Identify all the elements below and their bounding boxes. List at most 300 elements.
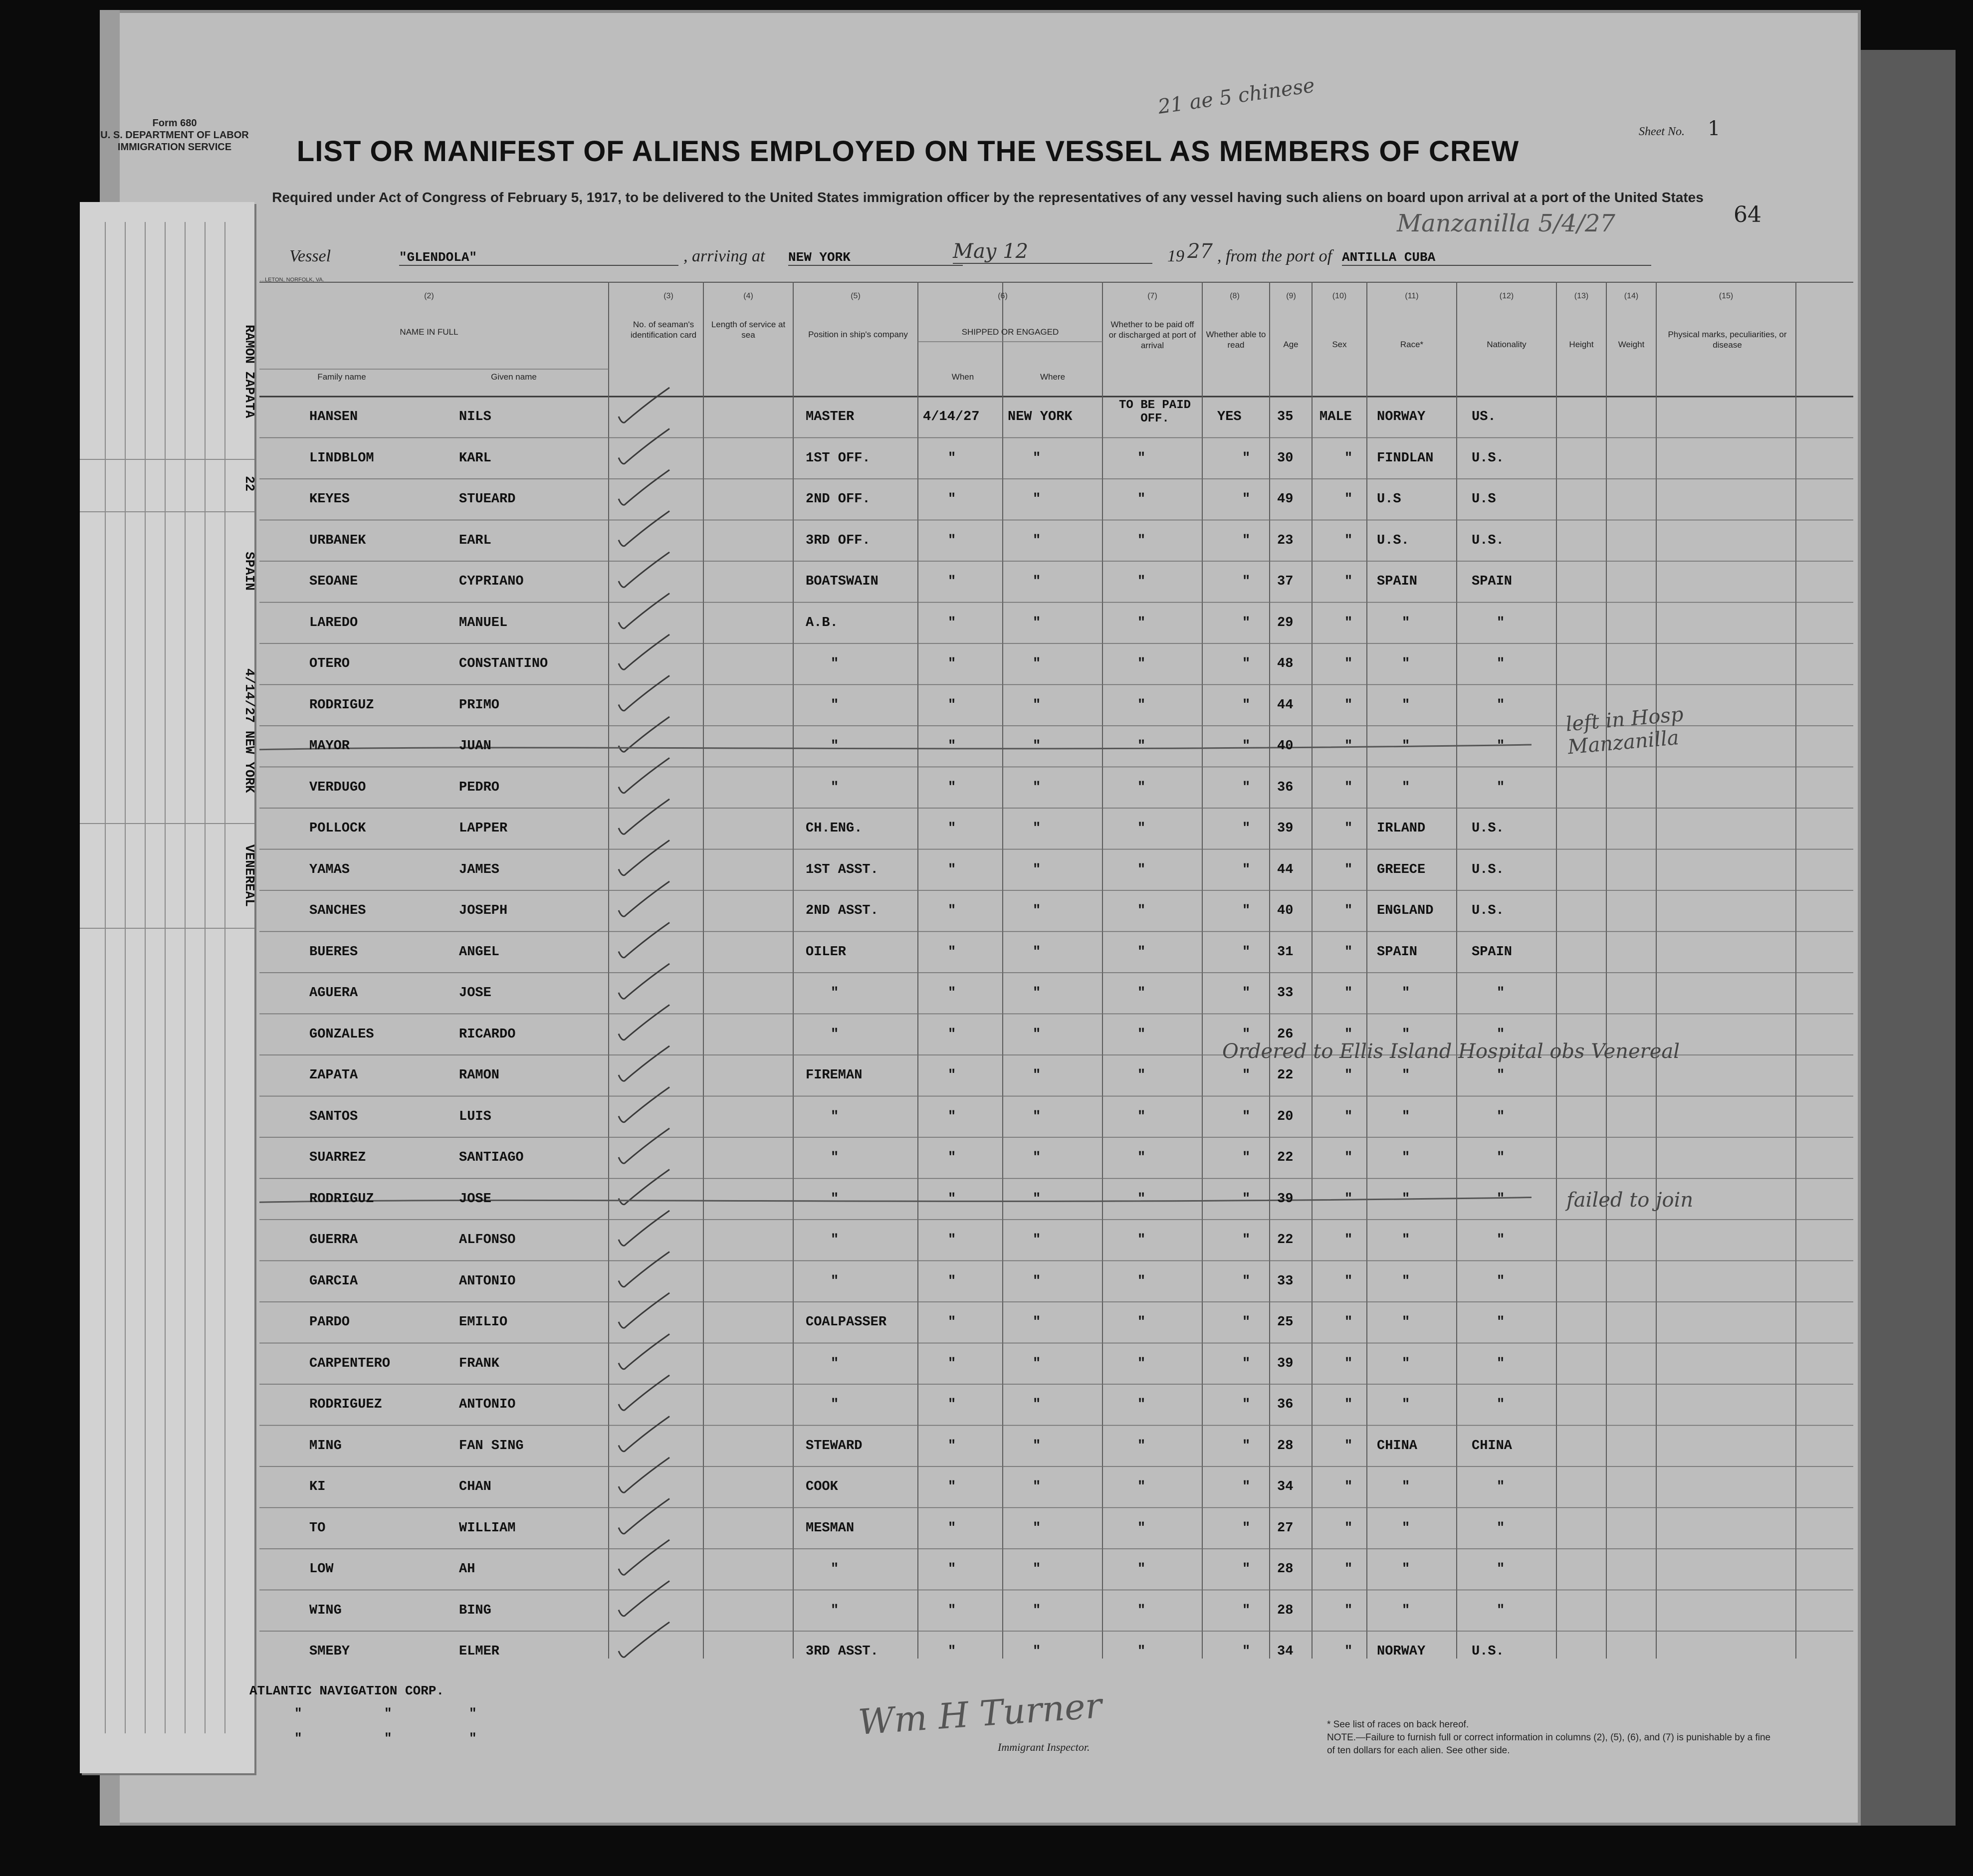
when-cell: " bbox=[948, 450, 956, 466]
position-cell: " bbox=[831, 1397, 839, 1412]
age-cell: 28 bbox=[1277, 1603, 1294, 1618]
race-cell: " bbox=[1402, 615, 1410, 630]
column-header-able-read: Whether able to read bbox=[1206, 330, 1266, 350]
able-read-cell: " bbox=[1242, 1603, 1251, 1618]
when-cell: " bbox=[948, 656, 956, 671]
nationality-cell: " bbox=[1497, 1315, 1505, 1330]
given-name-cell: CHAN bbox=[459, 1479, 491, 1494]
position-cell: MASTER bbox=[806, 410, 855, 424]
age-cell: 39 bbox=[1277, 1356, 1294, 1371]
given-name-cell: KARL bbox=[459, 450, 491, 466]
sex-cell: " bbox=[1344, 450, 1353, 466]
race-cell: " bbox=[1402, 1109, 1410, 1124]
nationality-cell: " bbox=[1497, 1233, 1505, 1248]
when-cell: 4/14/27 bbox=[923, 410, 980, 424]
column-header-given-name: Given name bbox=[491, 372, 537, 382]
position-cell: 1ST OFF. bbox=[806, 450, 871, 466]
year-suffix: 27 bbox=[1187, 240, 1213, 263]
paid-off-cell: " bbox=[1137, 1150, 1146, 1165]
position-cell: " bbox=[831, 1191, 839, 1207]
able-read-cell: " bbox=[1242, 574, 1251, 589]
race-cell: " bbox=[1402, 697, 1410, 713]
position-cell: COOK bbox=[806, 1479, 838, 1494]
able-read-cell: " bbox=[1242, 1479, 1251, 1494]
column-number: (15) bbox=[1719, 292, 1734, 300]
column-number: (14) bbox=[1624, 292, 1639, 300]
given-name-cell: PRIMO bbox=[459, 697, 500, 713]
given-name-cell: NILS bbox=[459, 410, 491, 424]
column-number: (3) bbox=[663, 292, 673, 300]
race-cell: NORWAY bbox=[1377, 410, 1426, 424]
where-cell: " bbox=[1033, 492, 1041, 507]
annotation-ellis-island: Ordered to Ellis Island Hospital obs Venereal bbox=[1222, 1040, 1680, 1063]
nationality-cell: " bbox=[1497, 697, 1505, 713]
given-name-cell: PEDRO bbox=[459, 780, 500, 795]
family-name-cell: POLLOCK bbox=[309, 821, 366, 836]
position-cell: " bbox=[831, 1562, 839, 1577]
column-number: (7) bbox=[1147, 292, 1157, 300]
position-cell: 2ND ASST. bbox=[806, 903, 878, 918]
age-cell: 36 bbox=[1277, 1397, 1294, 1412]
age-cell: 35 bbox=[1277, 410, 1294, 424]
sex-cell: " bbox=[1344, 1109, 1353, 1124]
position-cell: " bbox=[831, 739, 839, 754]
column-header-nationality: Nationality bbox=[1487, 340, 1527, 349]
column-number: (10) bbox=[1332, 292, 1347, 300]
paid-off-cell: " bbox=[1137, 1273, 1146, 1289]
age-cell: 34 bbox=[1277, 1644, 1294, 1659]
given-name-cell: JAMES bbox=[459, 862, 500, 877]
where-cell: " bbox=[1033, 697, 1041, 713]
age-cell: 39 bbox=[1277, 821, 1294, 836]
handwritten-top-note: 21 ae 5 chinese bbox=[1156, 74, 1316, 119]
sex-cell: " bbox=[1344, 1027, 1353, 1042]
nationality-cell: U.S. bbox=[1472, 533, 1504, 548]
paid-off-cell: " bbox=[1137, 903, 1146, 918]
nationality-cell: SPAIN bbox=[1472, 944, 1513, 960]
where-cell: " bbox=[1033, 739, 1041, 754]
able-read-cell: " bbox=[1242, 450, 1251, 466]
form-number: Form 680 bbox=[152, 118, 197, 129]
able-read-cell: " bbox=[1242, 1356, 1251, 1371]
given-name-cell: JOSE bbox=[459, 986, 491, 1001]
family-name-cell: KEYES bbox=[309, 492, 350, 507]
race-cell: " bbox=[1402, 986, 1410, 1001]
where-cell: " bbox=[1033, 821, 1041, 836]
given-name-cell: JUAN bbox=[459, 739, 491, 754]
sex-cell: " bbox=[1344, 492, 1353, 507]
slip-disease: VENEREAL bbox=[242, 844, 257, 907]
race-cell: NORWAY bbox=[1377, 1644, 1426, 1659]
column-header-weight: Weight bbox=[1618, 340, 1645, 349]
family-name-cell: GUERRA bbox=[309, 1233, 358, 1248]
vessel-name: "GLENDOLA" bbox=[399, 250, 678, 266]
family-name-cell: SUARREZ bbox=[309, 1150, 366, 1165]
slip-date-place: 4/14/27 NEW YORK bbox=[242, 668, 257, 793]
table-row bbox=[259, 1466, 1853, 1508]
sex-cell: " bbox=[1344, 533, 1353, 548]
age-cell: 27 bbox=[1277, 1520, 1294, 1536]
slip-line bbox=[145, 222, 146, 1733]
sex-cell: " bbox=[1344, 1150, 1353, 1165]
position-cell: " bbox=[831, 697, 839, 713]
column-header-where: Where bbox=[1040, 372, 1066, 382]
given-name-cell: CYPRIANO bbox=[459, 574, 524, 589]
paid-off-cell: " bbox=[1137, 1644, 1146, 1659]
nationality-cell: " bbox=[1497, 656, 1505, 671]
when-cell: " bbox=[948, 739, 956, 754]
sex-cell: " bbox=[1344, 697, 1353, 713]
race-cell: ENGLAND bbox=[1377, 903, 1434, 918]
when-cell: " bbox=[948, 1191, 956, 1207]
paid-off-cell: " bbox=[1137, 1562, 1146, 1577]
family-name-cell: SEOANE bbox=[309, 574, 358, 589]
nationality-cell: U.S. bbox=[1472, 903, 1504, 918]
family-name-cell: SMEBY bbox=[309, 1644, 350, 1659]
sex-cell: " bbox=[1344, 903, 1353, 918]
nationality-cell: " bbox=[1497, 780, 1505, 795]
signature-label: Immigrant Inspector. bbox=[998, 1741, 1090, 1753]
position-cell: " bbox=[831, 1150, 839, 1165]
column-header-paid-off: Whether to be paid off or discharged at port of arrival bbox=[1108, 320, 1196, 350]
when-cell: " bbox=[948, 1233, 956, 1248]
given-name-cell: BING bbox=[459, 1603, 491, 1618]
age-cell: 22 bbox=[1277, 1233, 1294, 1248]
nationality-cell: " bbox=[1497, 986, 1505, 1001]
company-ditto: " bbox=[384, 1706, 392, 1721]
when-cell: " bbox=[948, 1356, 956, 1371]
where-cell: " bbox=[1033, 574, 1041, 589]
column-number: (8) bbox=[1230, 292, 1240, 300]
position-cell: MESMAN bbox=[806, 1520, 855, 1536]
position-cell: STEWARD bbox=[806, 1438, 863, 1454]
position-cell: 3RD OFF. bbox=[806, 533, 871, 548]
column-number: (4) bbox=[743, 292, 753, 300]
paid-off-cell: " bbox=[1137, 780, 1146, 795]
paid-off-cell: " bbox=[1137, 615, 1146, 630]
family-name-cell: VERDUGO bbox=[309, 780, 366, 795]
age-cell: 33 bbox=[1277, 986, 1294, 1001]
when-cell: " bbox=[948, 1273, 956, 1289]
sex-cell: " bbox=[1344, 615, 1353, 630]
position-cell: " bbox=[831, 780, 839, 795]
slip-line bbox=[105, 222, 106, 1733]
position-cell: " bbox=[831, 986, 839, 1001]
able-read-cell: " bbox=[1242, 697, 1251, 713]
where-cell: " bbox=[1033, 1027, 1041, 1042]
age-cell: 31 bbox=[1277, 944, 1294, 960]
age-cell: 22 bbox=[1277, 1150, 1294, 1165]
slip-nationality: SPAIN bbox=[242, 551, 257, 591]
given-name-cell: ELMER bbox=[459, 1644, 500, 1659]
paid-off-cell: " bbox=[1137, 1479, 1146, 1494]
position-cell: 2ND OFF. bbox=[806, 492, 871, 507]
position-cell: OILER bbox=[806, 944, 847, 960]
paid-off-cell: " bbox=[1137, 450, 1146, 466]
sex-cell: " bbox=[1344, 1233, 1353, 1248]
manifest-table bbox=[259, 282, 1861, 1659]
given-name-cell: EMILIO bbox=[459, 1315, 508, 1330]
nationality-cell: U.S bbox=[1472, 492, 1496, 507]
footer-notes bbox=[1327, 1718, 1776, 1757]
when-cell: " bbox=[948, 1315, 956, 1330]
table-row bbox=[259, 973, 1853, 1014]
able-read-cell: " bbox=[1242, 615, 1251, 630]
given-name-cell: ANGEL bbox=[459, 944, 500, 960]
age-cell: 20 bbox=[1277, 1109, 1294, 1124]
family-name-cell: CARPENTERO bbox=[309, 1356, 391, 1371]
column-header-shipped: SHIPPED OR ENGAGED bbox=[961, 327, 1059, 337]
where-cell: " bbox=[1033, 944, 1041, 960]
nationality-cell: U.S. bbox=[1472, 821, 1504, 836]
vessel-line bbox=[289, 240, 1786, 277]
table-row bbox=[259, 520, 1853, 562]
company-ditto: " bbox=[384, 1731, 392, 1746]
when-cell: " bbox=[948, 1397, 956, 1412]
age-cell: 34 bbox=[1277, 1479, 1294, 1494]
paid-off-cell: " bbox=[1137, 1233, 1146, 1248]
column-header-race: Race* bbox=[1400, 340, 1424, 349]
pasted-slip bbox=[80, 202, 257, 1773]
annotation-failed-to-join: failed to join bbox=[1566, 1188, 1694, 1212]
sex-cell: " bbox=[1344, 780, 1353, 795]
column-header-position: Position in ship's company bbox=[808, 330, 908, 339]
company-name: ATLANTIC NAVIGATION CORP. bbox=[249, 1683, 444, 1698]
able-read-cell: " bbox=[1242, 862, 1251, 877]
column-number: (9) bbox=[1286, 292, 1296, 300]
race-cell: IRLAND bbox=[1377, 821, 1426, 836]
able-read-cell: " bbox=[1242, 1068, 1251, 1083]
when-cell: " bbox=[948, 1068, 956, 1083]
given-name-cell: ANTONIO bbox=[459, 1273, 516, 1289]
age-cell: 26 bbox=[1277, 1027, 1294, 1042]
where-cell: " bbox=[1033, 1562, 1041, 1577]
where-cell: " bbox=[1033, 1520, 1041, 1536]
paid-off-cell: " bbox=[1137, 533, 1146, 548]
paid-off-cell: " bbox=[1137, 1191, 1146, 1207]
paid-off-cell: " bbox=[1137, 1356, 1146, 1371]
column-number: (6) bbox=[998, 292, 1008, 300]
nationality-cell: " bbox=[1497, 1356, 1505, 1371]
where-cell: " bbox=[1033, 1109, 1041, 1124]
given-name-cell: JOSE bbox=[459, 1191, 491, 1207]
position-cell: BOATSWAIN bbox=[806, 574, 878, 589]
when-cell: " bbox=[948, 697, 956, 713]
sex-cell: " bbox=[1344, 986, 1353, 1001]
sex-cell: " bbox=[1344, 1397, 1353, 1412]
column-header-physical: Physical marks, peculiarities, or disease bbox=[1668, 330, 1787, 350]
age-cell: 40 bbox=[1277, 903, 1294, 918]
column-number: (12) bbox=[1499, 292, 1514, 300]
position-cell: " bbox=[831, 1356, 839, 1371]
slip-divider bbox=[80, 459, 254, 460]
slip-line bbox=[205, 222, 206, 1733]
given-name-cell: RICARDO bbox=[459, 1027, 516, 1042]
able-read-cell: YES bbox=[1217, 410, 1242, 424]
age-cell: 40 bbox=[1277, 739, 1294, 754]
age-cell: 49 bbox=[1277, 492, 1294, 507]
paid-off-cell: " bbox=[1137, 986, 1146, 1001]
given-name-cell: JOSEPH bbox=[459, 903, 508, 918]
nationality-cell: CHINA bbox=[1472, 1438, 1513, 1454]
nationality-cell: " bbox=[1497, 1109, 1505, 1124]
family-name-cell: KI bbox=[309, 1479, 326, 1494]
able-read-cell: " bbox=[1242, 1562, 1251, 1577]
column-number: (2) bbox=[424, 292, 434, 300]
when-cell: " bbox=[948, 492, 956, 507]
paid-off-cell: " bbox=[1137, 574, 1146, 589]
nationality-cell: US. bbox=[1472, 410, 1496, 424]
paid-off-cell: " bbox=[1137, 1068, 1146, 1083]
family-name-cell: LOW bbox=[309, 1562, 334, 1577]
races-note: * See list of races on back hereof. bbox=[1327, 1719, 1469, 1730]
race-cell: " bbox=[1402, 780, 1410, 795]
sex-cell: " bbox=[1344, 574, 1353, 589]
race-cell: " bbox=[1402, 656, 1410, 671]
race-cell: SPAIN bbox=[1377, 944, 1418, 960]
company-ditto: " bbox=[469, 1731, 477, 1746]
able-read-cell: " bbox=[1242, 1191, 1251, 1207]
paid-off-cell: " bbox=[1137, 656, 1146, 671]
age-cell: 33 bbox=[1277, 1273, 1294, 1289]
race-cell: " bbox=[1402, 1233, 1410, 1248]
sex-cell: " bbox=[1344, 656, 1353, 671]
race-cell: U.S. bbox=[1377, 533, 1409, 548]
family-name-cell: RODRIGUZ bbox=[309, 1191, 374, 1207]
nationality-cell: SPAIN bbox=[1472, 574, 1513, 589]
given-name-cell: MANUEL bbox=[459, 615, 508, 630]
family-name-cell: YAMAS bbox=[309, 862, 350, 877]
column-header-age: Age bbox=[1283, 340, 1299, 349]
table-row bbox=[259, 1096, 1853, 1138]
nationality-cell: U.S. bbox=[1472, 862, 1504, 877]
nationality-cell: " bbox=[1497, 1027, 1505, 1042]
where-cell: " bbox=[1033, 862, 1041, 877]
when-cell: " bbox=[948, 1644, 956, 1659]
race-cell: FINDLAN bbox=[1377, 450, 1434, 466]
family-name-cell: LINDBLOM bbox=[309, 450, 374, 466]
slip-name: RAMON ZAPATA bbox=[242, 325, 257, 418]
age-cell: 44 bbox=[1277, 697, 1294, 713]
family-name-cell: OTERO bbox=[309, 656, 350, 671]
nationality-cell: " bbox=[1497, 1479, 1505, 1494]
nationality-cell: " bbox=[1497, 1520, 1505, 1536]
sex-cell: " bbox=[1344, 1520, 1353, 1536]
nationality-cell: " bbox=[1497, 1603, 1505, 1618]
column-header-length-service: Length of service at sea bbox=[711, 320, 786, 340]
company-ditto: " bbox=[294, 1706, 302, 1721]
race-cell: " bbox=[1402, 1068, 1410, 1083]
arriving-label: , arriving at bbox=[683, 247, 765, 265]
where-cell: " bbox=[1033, 615, 1041, 630]
paid-off-cell: " bbox=[1137, 1397, 1146, 1412]
where-cell: " bbox=[1033, 1315, 1041, 1330]
nationality-cell: " bbox=[1497, 739, 1505, 754]
race-cell: SPAIN bbox=[1377, 574, 1418, 589]
department-name: U. S. DEPARTMENT OF LABOR bbox=[100, 130, 249, 141]
when-cell: " bbox=[948, 1562, 956, 1577]
table-row bbox=[259, 1590, 1853, 1632]
printer-credit: …LETON, NORFOLK, VA. bbox=[259, 277, 324, 283]
able-read-cell: " bbox=[1242, 1027, 1251, 1042]
slip-line bbox=[224, 222, 225, 1733]
paid-off-cell: " bbox=[1137, 697, 1146, 713]
race-cell: U.S bbox=[1377, 492, 1401, 507]
given-name-cell: SANTIAGO bbox=[459, 1150, 524, 1165]
page-number: 64 bbox=[1734, 202, 1761, 227]
column-number: (11) bbox=[1405, 292, 1419, 300]
age-cell: 39 bbox=[1277, 1191, 1294, 1207]
inspector-signature: Wm H Turner bbox=[857, 1685, 1103, 1743]
where-cell: " bbox=[1033, 1233, 1041, 1248]
able-read-cell: " bbox=[1242, 1273, 1251, 1289]
race-cell: " bbox=[1402, 1150, 1410, 1165]
race-cell: " bbox=[1402, 1315, 1410, 1330]
family-name-cell: RODRIGUEZ bbox=[309, 1397, 382, 1412]
page-right-edge bbox=[1861, 50, 1956, 1826]
where-cell: " bbox=[1033, 780, 1041, 795]
family-name-cell: LAREDO bbox=[309, 615, 358, 630]
race-cell: GREECE bbox=[1377, 862, 1426, 877]
column-number: (13) bbox=[1574, 292, 1589, 300]
slip-age: 22 bbox=[242, 476, 257, 492]
arrival-date: May 12 bbox=[953, 240, 1152, 264]
when-cell: " bbox=[948, 615, 956, 630]
sheet-number-value: 1 bbox=[1707, 117, 1721, 140]
where-cell: " bbox=[1033, 1438, 1041, 1454]
slip-divider bbox=[80, 928, 254, 929]
paid-off-cell: " bbox=[1137, 1315, 1146, 1330]
family-name-cell: RODRIGUZ bbox=[309, 697, 374, 713]
age-cell: 28 bbox=[1277, 1438, 1294, 1454]
race-cell: " bbox=[1402, 1479, 1410, 1494]
page-subtitle: Required under Act of Congress of February 5, 1917, to be delivered to the United States immigration officer by the representatives of any vessel having such aliens on board upon arrival at a port of the United States bbox=[272, 190, 1704, 205]
race-cell: " bbox=[1402, 739, 1410, 754]
vessel-label: Vessel bbox=[289, 247, 331, 265]
sex-cell: " bbox=[1344, 1603, 1353, 1618]
family-name-cell: MAYOR bbox=[309, 739, 350, 754]
annotation-left-in-hospital: left in Hosp Manzanilla bbox=[1564, 702, 1685, 759]
company-ditto: " bbox=[294, 1731, 302, 1746]
when-cell: " bbox=[948, 1438, 956, 1454]
sex-cell: " bbox=[1344, 1562, 1353, 1577]
age-cell: 30 bbox=[1277, 450, 1294, 466]
nationality-cell: U.S. bbox=[1472, 450, 1504, 466]
handwritten-port-note: Manzanilla 5/4/27 bbox=[1397, 209, 1615, 237]
when-cell: " bbox=[948, 1109, 956, 1124]
family-name-cell: WING bbox=[309, 1603, 342, 1618]
given-name-cell: STUEARD bbox=[459, 492, 516, 507]
when-cell: " bbox=[948, 986, 956, 1001]
when-cell: " bbox=[948, 1150, 956, 1165]
nationality-cell: " bbox=[1497, 1068, 1505, 1083]
where-cell: " bbox=[1033, 1644, 1041, 1659]
penalty-note: NOTE.—Failure to furnish full or correct information in columns (2), (5), (6), and (7) is punishable by a fine of ten dollars for each alien. See other side. bbox=[1327, 1732, 1771, 1756]
year-prefix: 19 bbox=[1167, 247, 1184, 265]
given-name-cell: LAPPER bbox=[459, 821, 508, 836]
from-label: , from the port of bbox=[1217, 247, 1332, 265]
column-header-name: NAME IN FULL bbox=[400, 327, 458, 337]
age-cell: 36 bbox=[1277, 780, 1294, 795]
family-name-cell: TO bbox=[309, 1520, 326, 1536]
family-name-cell: GONZALES bbox=[309, 1027, 374, 1042]
where-cell: " bbox=[1033, 1068, 1041, 1083]
paid-off-cell: " bbox=[1137, 862, 1146, 877]
when-cell: " bbox=[948, 574, 956, 589]
sex-cell: " bbox=[1344, 862, 1353, 877]
age-cell: 29 bbox=[1277, 615, 1294, 630]
where-cell: " bbox=[1033, 450, 1041, 466]
